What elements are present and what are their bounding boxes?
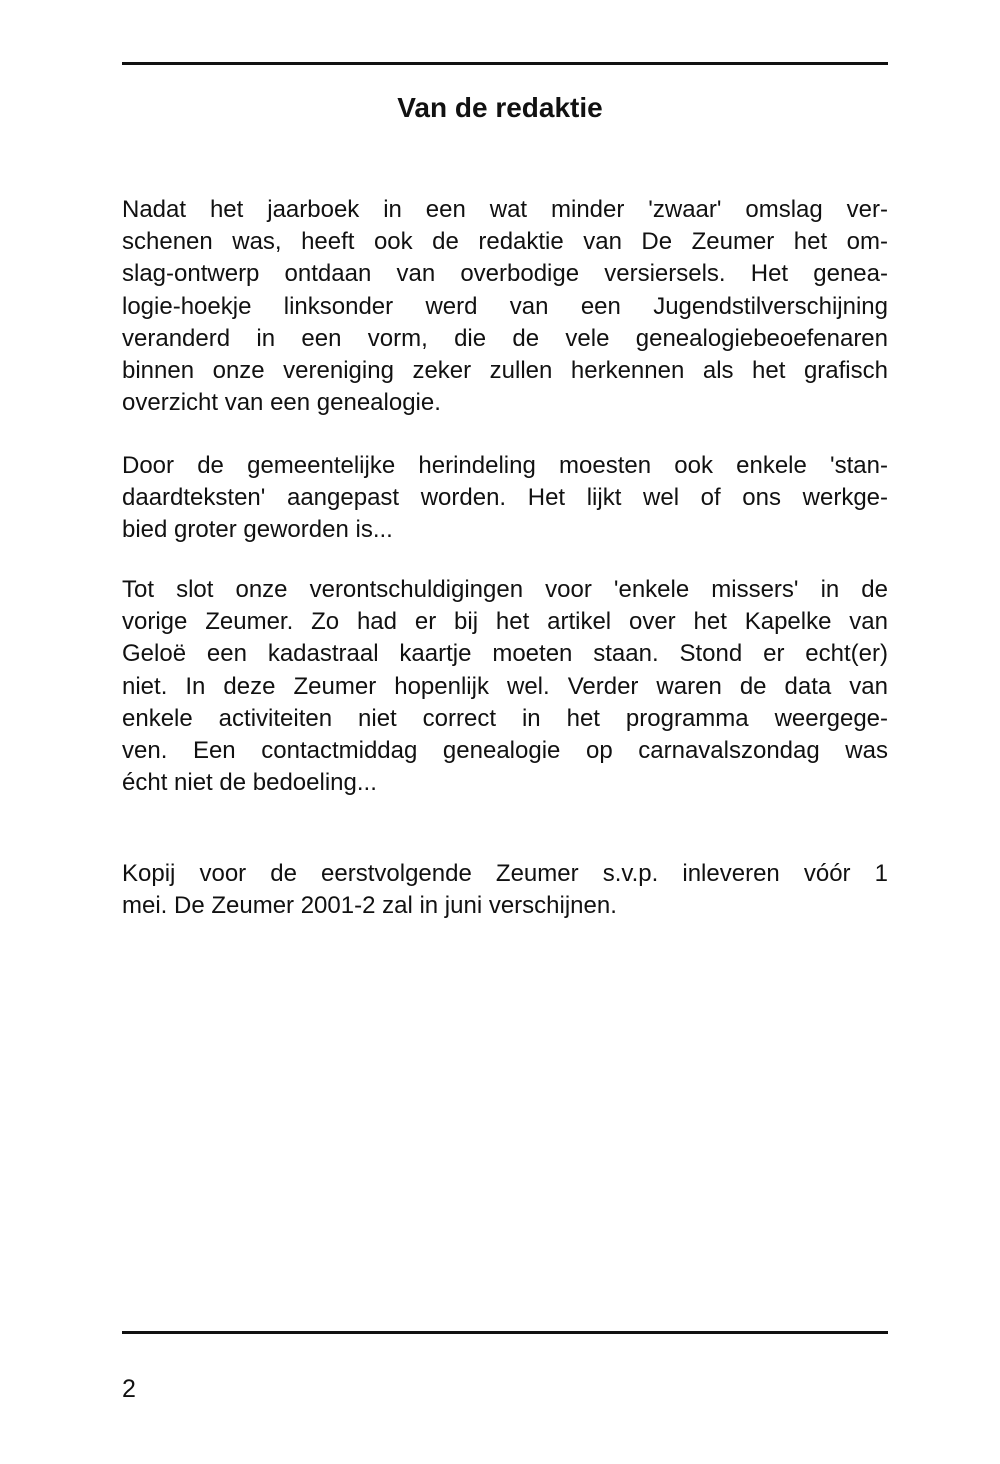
text-line: Geloë een kadastraal kaartje moeten staan. Stond er echt(er) xyxy=(122,640,888,668)
text-line: Kopij voor de eerstvolgende Zeumer s.v.p. inleveren vóór 1 xyxy=(122,860,888,887)
text-line: logie-hoekje linksonder werd van een Jugendstilverschijning xyxy=(122,292,888,320)
page-title: Van de redaktie xyxy=(397,92,603,123)
text-line: Nadat het jaarboek in een wat minder 'zwaar' omslag ver- xyxy=(122,196,888,223)
text-line: veranderd in een vorm, die de vele genealogiebeoefenaren xyxy=(122,324,888,352)
text-line: daardteksten' aangepast worden. Het lijkt wel of ons werkge- xyxy=(122,484,888,512)
bottom-rule xyxy=(122,1331,888,1334)
text-line: mei. De Zeumer 2001-2 zal in juni verschijnen. xyxy=(122,892,617,920)
text-line: niet. In deze Zeumer hopenlijk wel. Verder waren de data van xyxy=(122,672,888,700)
paragraph-apologies xyxy=(122,574,888,799)
text-line: vorige Zeumer. Zo had er bij het artikel over het Kapelke van xyxy=(122,608,888,636)
text-line: binnen onze vereniging zeker zullen herkennen als het grafisch xyxy=(122,357,888,385)
paragraph-municipal-reorganization xyxy=(122,450,888,547)
text-line: Door de gemeentelijke herindeling moesten ook enkele 'stan- xyxy=(122,452,888,479)
paragraph-copy-deadline xyxy=(122,858,888,922)
text-line: slag-ontwerp ontdaan van overbodige versiersels. Het genea- xyxy=(122,260,888,288)
text-line: bied groter geworden is... xyxy=(122,516,393,544)
text-line: enkele activiteiten niet correct in het programma weergege- xyxy=(122,704,888,732)
text-line: schenen was, heeft ook de redaktie van De Zeumer het om- xyxy=(122,228,888,256)
top-rule xyxy=(122,62,888,65)
page-number: 2 xyxy=(122,1375,136,1403)
text-line: écht niet de bedoeling... xyxy=(122,769,377,797)
paragraph-cover-redesign xyxy=(122,194,888,419)
text-line: ven. Een contactmiddag genealogie op carnavalszondag was xyxy=(122,737,888,765)
text-line: overzicht van een genealogie. xyxy=(122,389,441,417)
text-line: Tot slot onze verontschuldigingen voor 'enkele missers' in de xyxy=(122,576,888,603)
